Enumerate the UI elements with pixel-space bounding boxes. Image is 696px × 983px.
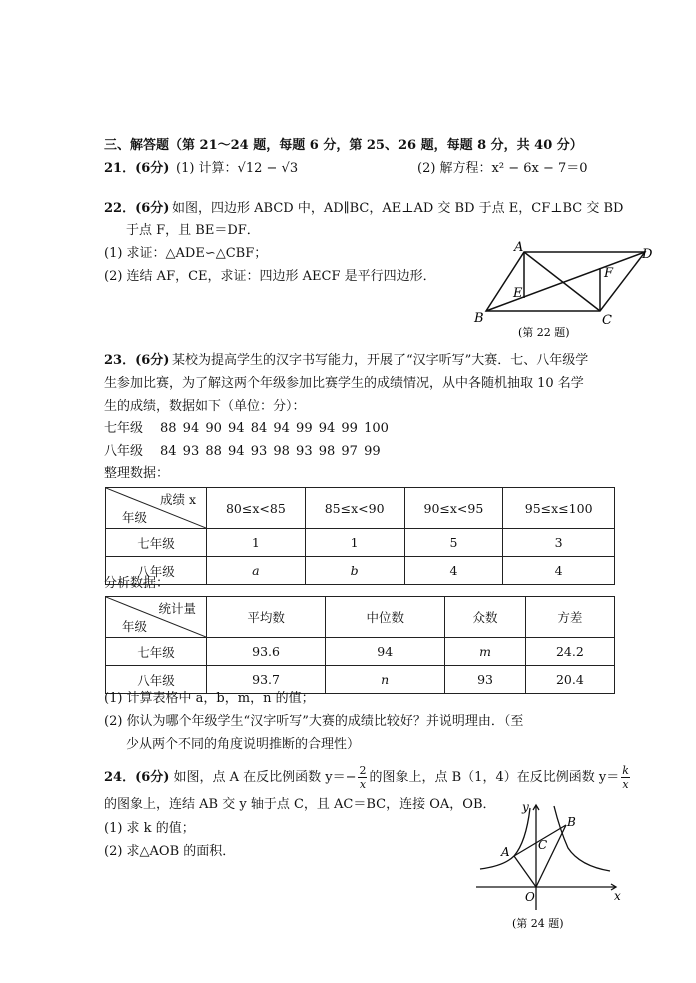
table-cell: 20.4	[525, 666, 614, 694]
label-o: O	[525, 890, 535, 904]
table1-header: 80≤x<85	[207, 488, 306, 529]
segment-ae-extended	[524, 252, 600, 311]
grade8-scores: 84 93 88 94 93 98 93 98 97 99	[160, 444, 381, 459]
q24-figure	[470, 800, 630, 935]
q24-number: 24．(6分)	[104, 769, 170, 785]
row-label: 八年级	[106, 557, 207, 585]
q23-line1: 某校为提高学生的汉字书写能力，开展了“汉字听写”大赛．七、八年级学	[172, 353, 589, 368]
q23-number: 23．(6分)	[104, 353, 170, 368]
table2-header: 方差	[525, 597, 614, 638]
table-cell: a	[207, 557, 306, 585]
table-cell: 93.6	[207, 638, 326, 666]
q24-part2: (2) 求△AOB 的面积．	[104, 844, 236, 859]
table-cell: 4	[404, 557, 503, 585]
fraction-numerator: 2	[359, 764, 367, 777]
table-cell: 93	[445, 666, 525, 694]
q23-part1: (1) 计算表格中 a，b，m，n 的值；	[104, 691, 315, 706]
score-distribution-table	[105, 487, 615, 585]
q21-part2: (2) 解方程：x² − 6x − 7＝0	[417, 161, 588, 176]
label-e: E	[513, 286, 523, 301]
table1-corner	[106, 488, 207, 529]
table1-corner-top: 成绩 x	[159, 492, 196, 507]
table-cell: 5	[404, 529, 503, 557]
fraction-denominator: x	[622, 778, 629, 791]
table-cell: 93.7	[207, 666, 326, 694]
table2-corner-top: 统计量	[158, 601, 196, 616]
q21-number: 21．(6分)	[104, 161, 170, 176]
curve-left	[480, 808, 530, 869]
label-c: C	[602, 313, 612, 328]
label-b: B	[567, 815, 576, 829]
segment-oa	[514, 856, 536, 887]
q22-number: 22．(6分)	[104, 201, 170, 216]
fraction-k-over-x	[621, 764, 630, 791]
q22-line1: 如图，四边形 ABCD 中，AD∥BC，AE⊥AD 交 BD 于点 E，CF⊥BC 交 BD	[172, 201, 624, 216]
q24-line1-a: 如图，点 A 在反比例函数 y＝−	[173, 769, 357, 785]
grade8-label: 八年级	[104, 444, 144, 459]
grade7-scores: 88 94 90 94 84 94 99 94 99 100	[160, 421, 389, 436]
q22-figure	[470, 236, 660, 342]
q24-line1	[104, 764, 632, 791]
table-cell: 94	[326, 638, 445, 666]
table-cell: n	[326, 666, 445, 694]
table-row	[106, 557, 615, 585]
fraction-neg-2-over-x	[358, 764, 367, 791]
label-x: x	[614, 889, 621, 903]
table-cell: m	[445, 638, 525, 666]
q22-caption: (第 22 题)	[518, 326, 570, 339]
row-label: 七年级	[106, 638, 207, 666]
table1-corner-bottom: 年级	[122, 510, 148, 525]
q24-line1-b: 的图象上，点 B（1，4）在反比例函数 y＝	[369, 769, 620, 785]
statistics-table	[105, 596, 615, 694]
label-a: A	[501, 845, 510, 859]
q21-part1: (1) 计算：√12 − √3	[176, 161, 299, 176]
table-cell: 4	[503, 557, 615, 585]
diagonal-bd	[486, 252, 645, 311]
label-b: B	[474, 311, 484, 326]
table2-corner	[106, 597, 207, 638]
label-c: C	[538, 838, 548, 852]
row-label: 七年级	[106, 529, 207, 557]
label-f: F	[604, 266, 614, 281]
table-cell: 1	[305, 529, 404, 557]
table-cell: 3	[503, 529, 615, 557]
table-cell: b	[305, 557, 404, 585]
q24-line2: 的图象上，连结 AB 交 y 轴于点 C，且 AC＝BC，连接 OA，OB．	[104, 797, 496, 812]
table-cell: 24.2	[525, 638, 614, 666]
row-label: 八年级	[106, 666, 207, 694]
fraction-numerator: k	[622, 764, 629, 777]
table-cell: 1	[207, 529, 306, 557]
q24-part1: (1) 求 k 的值；	[104, 821, 195, 836]
table2-header: 中位数	[326, 597, 445, 638]
organize-title: 整理数据：	[104, 466, 170, 481]
label-a: A	[514, 240, 524, 255]
table1-header: 85≤x<90	[305, 488, 404, 529]
q22-line2: 于点 F，且 BE＝DF．	[126, 223, 260, 238]
section-title: 三、解答题（第 21～24 题，每题 6 分，第 25、26 题，每题 8 分，共 40 分）	[104, 138, 583, 153]
grade7-label: 七年级	[104, 421, 144, 436]
table2-header: 平均数	[207, 597, 326, 638]
q23-line2: 生参加比赛，为了解这两个年级参加比赛学生的成绩情况，从中各随机抽取 10 名学	[104, 376, 584, 391]
table2-corner-bottom: 年级	[122, 619, 148, 634]
table2-header: 众数	[445, 597, 525, 638]
label-y: y	[522, 800, 529, 814]
table-row	[106, 529, 615, 557]
table-row	[106, 638, 615, 666]
q23-line3: 生的成绩，数据如下（单位：分）：	[104, 399, 306, 414]
fraction-denominator: x	[359, 778, 367, 791]
table1-header: 95≤x≤100	[503, 488, 615, 529]
curve-right	[554, 806, 610, 871]
q22-part1: (1) 求证：△ADE∽△CBF；	[104, 246, 268, 261]
q23-part2-line2: 少从两个不同的角度说明推断的合理性）	[126, 737, 361, 752]
q24-caption: (第 24 题)	[512, 917, 564, 930]
q22-part2: (2) 连结 AF，CE，求证：四边形 AECF 是平行四边形．	[104, 269, 436, 284]
label-d: D	[642, 247, 653, 262]
q23-part2-line1: (2) 你认为哪个年级学生“汉字听写”大赛的成绩比较好？并说明理由．（至	[104, 714, 524, 729]
table1-header: 90≤x<95	[404, 488, 503, 529]
analyze-title: 分析数据：	[104, 576, 170, 591]
